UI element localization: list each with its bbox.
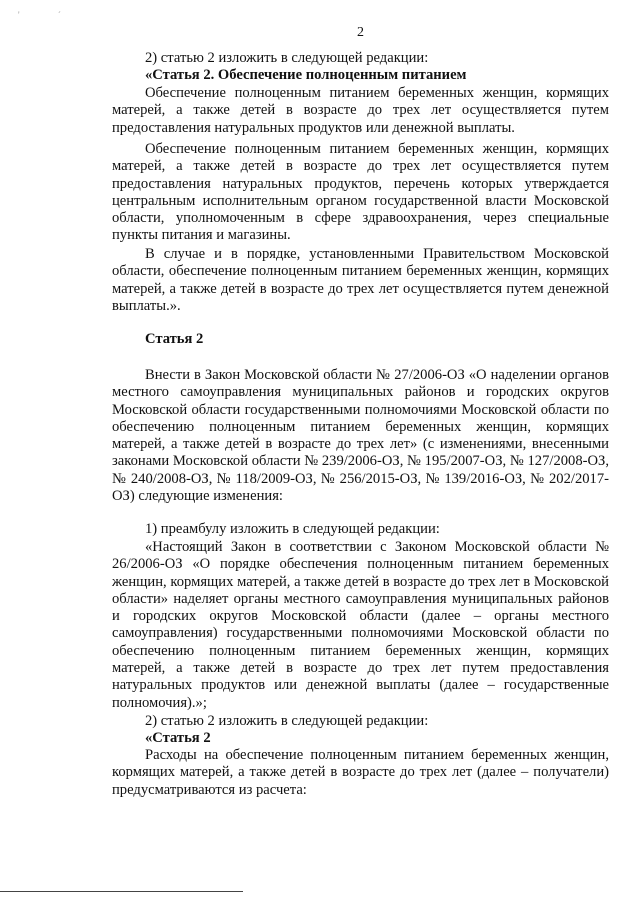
paragraph-7: «Настоящий Закон в соответствии с Законом Московской области № 26/2006-ОЗ «О порядке обеспечения полноценным питанием беременных женщин, кормящих матерей, а также детей в возрасте до трех лет в Московской области» наделяет органы местного самоуправления муниципальных районов и городских округов Московской области (далее – органы местного самоуправления) государственными полномочиями Московской области по обеспечению полноценным питанием беременных женщин, кормящих матерей, а также детей в возрасте до трех лет путем предоставления натуральных продуктов или денежной выплаты (далее – государственные полномочия).»;	[112, 539, 609, 711]
paragraph-2: Обеспечение полноценным питанием беременных женщин, кормящих матерей, а также детей в возрасте до трех лет осуществляется путем предоставления натуральных продуктов или денежной выплаты.	[112, 85, 609, 136]
paragraph-9: Расходы на обеспечение полноценным питанием беременных женщин, кормящих матерей, а также детей в возрасте до трех лет (далее – получатели) предусматриваются из расчета:	[112, 747, 609, 798]
paragraph-5: Внести в Закон Московской области № 27/2006-ОЗ «О наделении органов местного самоуправления муниципальных районов и городских округов Московской области государственными полномочиями Московской области по обеспечению полноценным питанием беременных женщин, кормящих матерей, а также детей в возрасте до трех лет» (с изменениями, внесенными законами Московской области № 239/2006-ОЗ, № 195/2007-ОЗ, № 127/2008-ОЗ, № 240/2008-ОЗ, № 118/2009-ОЗ, № 256/2015-ОЗ, № 139/2016-ОЗ, № 202/2017-ОЗ) следующие изменения:	[112, 367, 609, 505]
paragraph-6: 1) преамбулу изложить в следующей редакции:	[145, 521, 440, 537]
article-2-heading-quoted: «Статья 2. Обеспечение полноценным питанием	[145, 67, 467, 83]
paragraph-3: Обеспечение полноценным питанием беременных женщин, кормящих матерей, а также детей в возрасте до трех лет осуществляется путем предоставления натуральных продуктов, перечень которых утверждается центральным исполнительным органом государственной власти Московской области, уполномоченным в сфере здравоохранения, через специальные пункты питания и магазины.	[112, 141, 609, 244]
article-2-heading: Статья 2	[145, 331, 204, 347]
paragraph-8: 2) статью 2 изложить в следующей редакции:	[145, 713, 429, 729]
page-number: 2	[357, 25, 364, 40]
scan-marks: ' ´	[18, 10, 79, 20]
footnote-separator	[0, 891, 243, 892]
article-2-heading-quoted-2: «Статья 2	[145, 730, 211, 746]
paragraph-4: В случае и в порядке, установленными Правительством Московской области, обеспечение полноценным питанием беременных женщин, кормящих матерей, а также детей в возрасте до трех лет осуществляется путем денежной выплаты.».	[112, 246, 609, 314]
paragraph-1: 2) статью 2 изложить в следующей редакции:	[145, 50, 429, 66]
